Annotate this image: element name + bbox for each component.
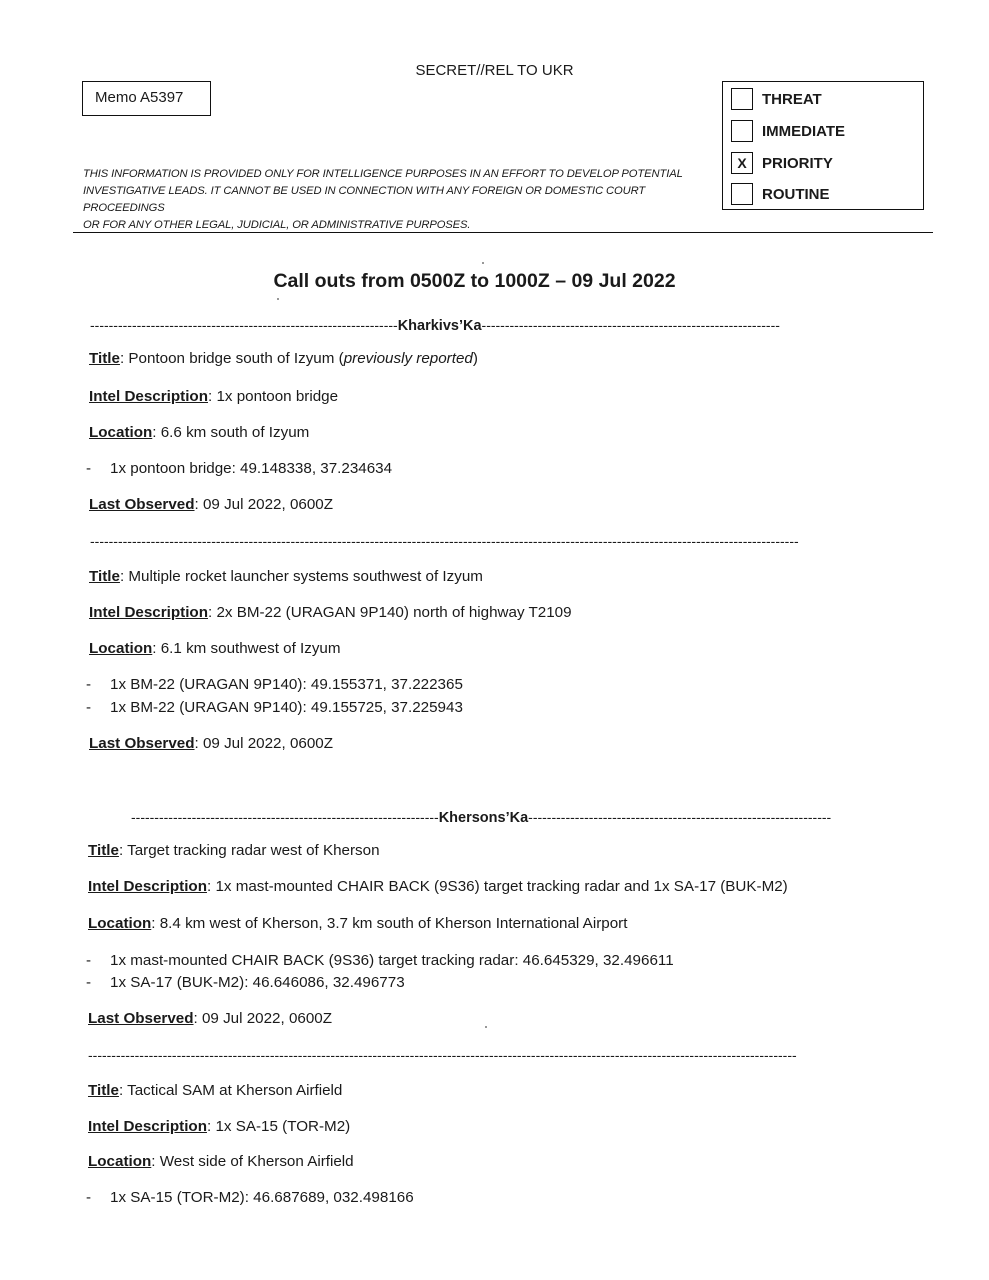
report-title-note: previously reported <box>343 350 473 367</box>
target-coordinates: 1x BM-22 (URAGAN 9P140): 49.155725, 37.225943 <box>110 699 463 716</box>
target-coordinates: 1x pontoon bridge: 49.148338, 37.234634 <box>110 460 393 477</box>
location: 6.1 km southwest of Izyum <box>160 640 341 657</box>
field-label-title: Title <box>88 1082 119 1099</box>
list-item: - 1x BM-22 (URAGAN 9P140): 49.155371, 37.222365 <box>86 676 463 693</box>
report-divider: -------------------------------------------------------------------------------------------------------------------------------------------------------- <box>90 533 799 549</box>
precedence-box <box>722 81 924 210</box>
field-label-observed: Last Observed <box>89 496 195 513</box>
location: 6.6 km south of Izyum <box>160 424 310 441</box>
routine-label: ROUTINE <box>762 185 830 203</box>
classification-marking: SECRET//REL TO UKR <box>415 62 574 79</box>
disclaimer-line: THIS INFORMATION IS PROVIDED ONLY FOR INTELLIGENCE PURPOSES IN AN EFFORT TO DEVELOP POTENTIAL <box>83 168 683 180</box>
threat-checkbox <box>731 88 753 110</box>
header-rule <box>73 232 933 233</box>
field-label-title: Title <box>88 842 119 859</box>
section-divider-khersonska: ------------------------------------------------------------------Khersons’Ka----------------------------------------------------------------- <box>131 809 832 826</box>
last-observed: 09 Jul 2022, 0600Z <box>202 735 334 752</box>
intel-description-line: Intel Description: 2x BM-22 (URAGAN 9P140) north of highway T2109 <box>89 604 572 621</box>
intel-description-line: Intel Description: 1x SA-15 (TOR-M2) <box>88 1118 351 1135</box>
last-observed-line: Last Observed: 09 Jul 2022, 0600Z <box>89 735 334 752</box>
memo-id-box: Memo A5397 <box>82 81 211 116</box>
target-coordinates: 1x SA-17 (BUK-M2): 46.646086, 32.496773 <box>110 974 405 991</box>
list-item: - 1x SA-15 (TOR-M2): 46.687689, 032.498166 <box>86 1189 414 1206</box>
target-coordinates: 1x mast-mounted CHAIR BACK (9S36) target tracking radar: 46.645329, 32.496611 <box>110 952 674 969</box>
field-label-intel: Intel Description <box>89 388 208 405</box>
immediate-checkbox <box>731 120 753 142</box>
list-item: - 1x SA-17 (BUK-M2): 46.646086, 32.496773 <box>86 974 405 991</box>
last-observed: 09 Jul 2022, 0600Z <box>202 496 334 513</box>
precedence-routine <box>731 182 830 206</box>
field-label-location: Location <box>88 915 152 932</box>
last-observed: 09 Jul 2022, 0600Z <box>201 1010 333 1027</box>
intel-description: 1x pontoon bridge <box>216 388 339 405</box>
report-title-line: Title: Target tracking radar west of Kherson <box>88 842 380 859</box>
routine-checkbox <box>731 183 753 205</box>
immediate-label: IMMEDIATE <box>762 122 846 140</box>
report-title-line: Title: Pontoon bridge south of Izyum (previously reported) <box>89 350 478 367</box>
report-title-end: ) <box>472 350 478 367</box>
last-observed-line: Last Observed: 09 Jul 2022, 0600Z <box>88 1010 333 1027</box>
field-label-location: Location <box>89 640 153 657</box>
disclaimer-line: OR FOR ANY OTHER LEGAL, JUDICIAL, OR ADMINISTRATIVE PURPOSES. <box>83 219 471 231</box>
list-item: - 1x pontoon bridge: 49.148338, 37.234634 <box>86 460 393 477</box>
disclaimer-line: INVESTIGATIVE LEADS. IT CANNOT BE USED IN CONNECTION WITH ANY FOREIGN OR DOMESTIC COURT PROCEEDINGS <box>83 185 646 214</box>
report-title: Tactical SAM at Kherson Airfield <box>127 1082 343 1099</box>
scan-speck <box>485 1026 487 1028</box>
report-title: Target tracking radar west of Kherson <box>127 842 380 859</box>
report-title-line: Title: Tactical SAM at Kherson Airfield <box>88 1082 343 1099</box>
precedence-immediate <box>731 119 845 143</box>
field-label-intel: Intel Description <box>88 878 207 895</box>
list-item: - 1x mast-mounted CHAIR BACK (9S36) target tracking radar: 46.645329, 32.496611 <box>86 952 674 969</box>
list-item: - 1x BM-22 (URAGAN 9P140): 49.155725, 37.225943 <box>86 699 463 716</box>
location-line: Location: 6.6 km south of Izyum <box>89 424 310 441</box>
field-label-observed: Last Observed <box>89 735 195 752</box>
intel-description-line: Intel Description: 1x pontoon bridge <box>89 388 339 405</box>
location: 8.4 km west of Kherson, 3.7 km south of Kherson International Airport <box>159 915 628 932</box>
location-line: Location: 8.4 km west of Kherson, 3.7 km south of Kherson International Airport <box>88 915 628 932</box>
target-coordinates: 1x BM-22 (URAGAN 9P140): 49.155371, 37.222365 <box>110 676 463 693</box>
priority-label: PRIORITY <box>762 154 833 172</box>
region-heading: Kharkivs’Ka <box>397 318 482 334</box>
intel-description: 1x SA-15 (TOR-M2) <box>215 1118 351 1135</box>
report-title: Multiple rocket launcher systems southwest of Izyum <box>128 568 483 585</box>
page-title: Call outs from 0500Z to 1000Z – 09 Jul 2022 <box>273 270 676 292</box>
field-label-location: Location <box>88 1153 152 1170</box>
field-label-title: Title <box>89 350 120 367</box>
location: West side of Kherson Airfield <box>159 1153 354 1170</box>
region-heading: Khersons’Ka <box>438 810 529 826</box>
field-label-location: Location <box>89 424 153 441</box>
report-divider: -------------------------------------------------------------------------------------------------------------------------------------------------------- <box>88 1047 797 1063</box>
priority-checkbox: X <box>731 152 753 174</box>
scan-speck <box>277 298 279 300</box>
report-title-line: Title: Multiple rocket launcher systems southwest of Izyum <box>89 568 483 585</box>
field-label-intel: Intel Description <box>89 604 208 621</box>
location-line: Location: West side of Kherson Airfield <box>88 1153 354 1170</box>
precedence-priority <box>731 151 833 175</box>
disclaimer <box>83 166 713 234</box>
section-divider-kharkivska: ------------------------------------------------------------------Kharkivs’Ka---------------------------------------------------------------- <box>90 317 780 334</box>
threat-label: THREAT <box>762 90 822 108</box>
location-line: Location: 6.1 km southwest of Izyum <box>89 640 341 657</box>
target-coordinates: 1x SA-15 (TOR-M2): 46.687689, 032.498166 <box>110 1189 414 1206</box>
report-title: Pontoon bridge south of Izyum ( <box>128 350 344 367</box>
last-observed-line: Last Observed: 09 Jul 2022, 0600Z <box>89 496 334 513</box>
scan-speck <box>482 262 484 264</box>
intel-description: 2x BM-22 (URAGAN 9P140) north of highway T2109 <box>216 604 572 621</box>
intel-description: 1x mast-mounted CHAIR BACK (9S36) target tracking radar and 1x SA-17 (BUK-M2) <box>215 878 788 895</box>
precedence-threat <box>731 87 822 111</box>
intel-description-line: Intel Description: 1x mast-mounted CHAIR BACK (9S36) target tracking radar and 1x SA-17 (BUK-M2) <box>88 878 788 895</box>
field-label-intel: Intel Description <box>88 1118 207 1135</box>
field-label-title: Title <box>89 568 120 585</box>
field-label-observed: Last Observed <box>88 1010 194 1027</box>
